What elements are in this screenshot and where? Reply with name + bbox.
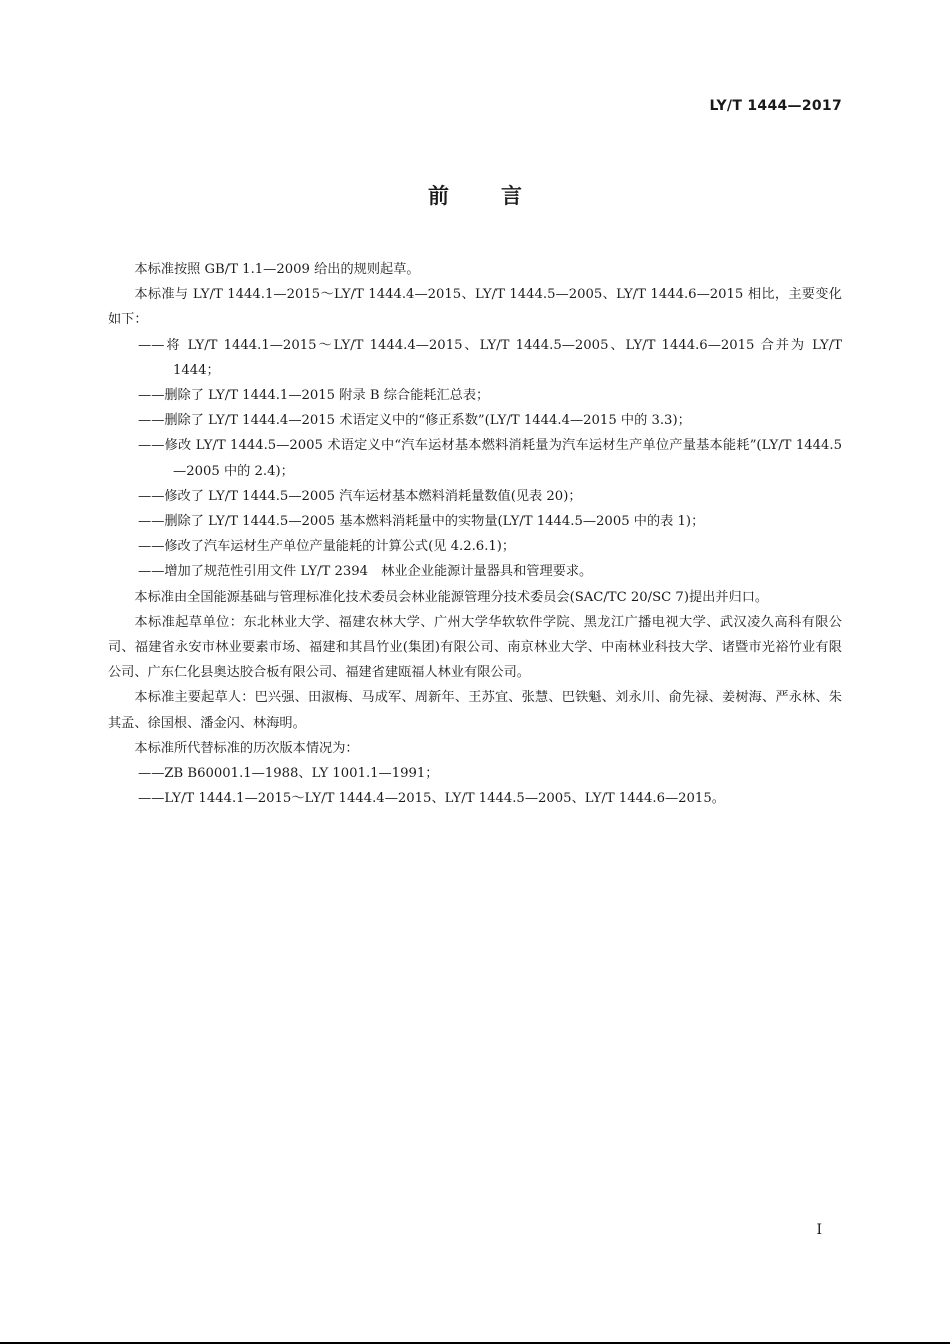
history-item: ——ZB B60001.1—1988、LY 1001.1—1991； — [138, 766, 439, 782]
standard-code: LY/T 1444—2017 — [709, 98, 842, 114]
change-item: ——修改了汽车运材生产单位产量能耗的计算公式(见 4.2.6.1)； — [138, 539, 516, 555]
paragraph-history-intro: 本标准所代替标准的历次版本情况为： — [134, 740, 359, 756]
paragraph-changes-intro: 本标准与 LY/T 1444.1—2015～LY/T 1444.4—2015、LY/T 1444.5—2005、LY/T 1444.6—2015 相比，主要变化如下： — [108, 287, 842, 328]
change-item: ——将 LY/T 1444.1—2015～LY/T 1444.4—2015、LY/T 1444.5—2005、LY/T 1444.6—2015 合并为 LY/T 1444； — [138, 337, 842, 378]
change-item: ——修改了 LY/T 1444.5—2005 汽车运材基本燃料消耗量数值(见表 20)； — [138, 488, 582, 504]
paragraph-committee: 本标准由全国能源基础与管理标准化技术委员会林业能源管理分技术委员会(SAC/TC 20/SC 7)提出并归口。 — [134, 589, 769, 605]
title-char-2: 言 — [501, 184, 522, 208]
change-item: ——删除了 LY/T 1444.5—2005 基本燃料消耗量中的实物量(LY/T 1444.5—2005 中的表 1)； — [138, 514, 705, 530]
change-item: ——删除了 LY/T 1444.1—2015 附录 B 综合能耗汇总表； — [138, 388, 490, 404]
page-number: I — [816, 1222, 822, 1238]
change-item: ——删除了 LY/T 1444.4—2015 术语定义中的“修正系数”(LY/T 1444.4—2015 中的 3.3)； — [138, 413, 691, 429]
change-item: ——修改 LY/T 1444.5—2005 术语定义中“汽车运材基本燃料消耗量为汽车运材生产单位产量基本能耗”(LY/T 1444.5—2005 中的 2.4)； — [138, 438, 842, 479]
page-title — [0, 180, 950, 210]
paragraph-drafters: 本标准主要起草人：巴兴强、田淑梅、马成军、周新年、王苏宜、张慧、巴铁魁、刘永川、俞先禄、姜树海、严永林、朱其孟、徐国根、潘金闪、林海明。 — [108, 690, 842, 731]
paragraph-drafting-units: 本标准起草单位：东北林业大学、福建农林大学、广州大学华软软件学院、黑龙江广播电视大学、武汉凌久高科有限公司、福建省永安市林业要素市场、福建和其昌竹业(集团)有限公司、南京林业大学、中南林业科技大学、诸暨市光裕竹业有限公司、广东仁化县奥达胶合板有限公司、福建省建瓯福人林业有限公司。 — [108, 614, 842, 681]
paragraph-drafting-rules: 本标准按照 GB/T 1.1—2009 给出的规则起草。 — [134, 262, 420, 277]
history-item: ——LY/T 1444.1—2015～LY/T 1444.4—2015、LY/T 1444.5—2005、LY/T 1444.6—2015。 — [138, 791, 725, 807]
change-item: ——增加了规范性引用文件 LY/T 2394 林业企业能源计量器具和管理要求。 — [138, 564, 593, 580]
foreword-body — [108, 257, 842, 811]
title-char-1: 前 — [428, 184, 449, 208]
